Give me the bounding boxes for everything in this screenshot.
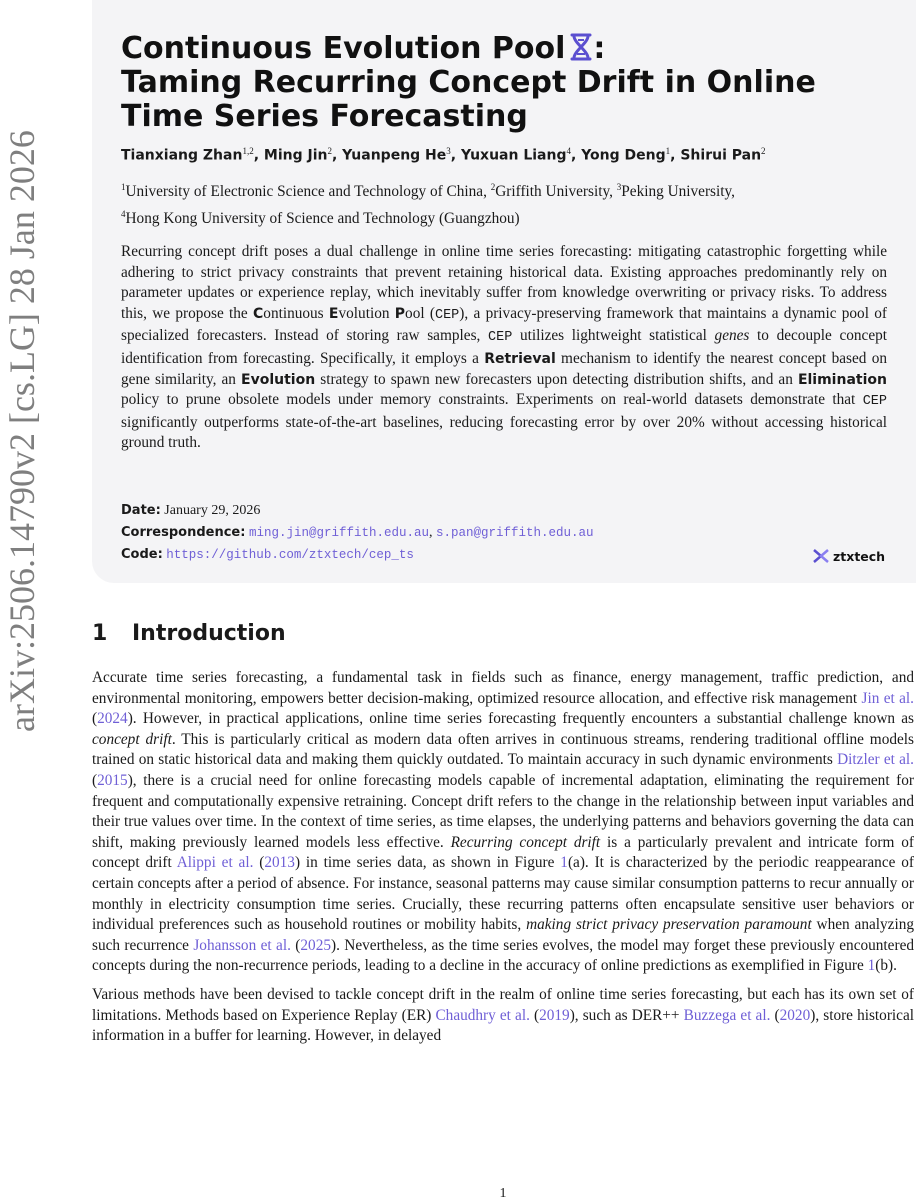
author-affil-sup: 2 — [327, 146, 332, 156]
affiliation: University of Electronic Science and Technology of China, — [125, 183, 491, 201]
author-affil-sup: 4 — [566, 146, 571, 156]
affiliation: Peking University, — [621, 183, 735, 201]
text: is a particularly prevalent and intricate form of concept drift — [92, 833, 914, 872]
title-line-3: Time Series Forecasting — [121, 99, 528, 134]
figure-ref-link[interactable]: 1 — [560, 854, 568, 872]
paragraph: Various methods have been devised to tackle concept drift in the realm of online time series forecasting, but each has its own set of limitations. Methods based on Experience Replay (ER) Chaudhry et al. (2019), such as DER++ Buzzega et al. (2020), store historical information in a buffer for learning. However, in delayed — [92, 985, 914, 1045]
citation-year-link[interactable]: 2024 — [97, 710, 128, 728]
author: Tianxiang Zhan — [121, 147, 243, 164]
text: However, in practical applications, online time series forecasting frequently encounters a substantial challenge known as — [142, 710, 914, 728]
correspondence-label: Correspondence: — [121, 524, 246, 540]
text: (b). — [875, 957, 897, 975]
page-number: 1 — [499, 1186, 507, 1201]
text: (a). It is characterized by the periodic reappearance of certain concepts after a period of absence. For instance, seasonal patterns may cause similar consumption patterns to recur annually or monthly in electricity consumption time series. Crucially, these recurring patterns often encapsulate sensitive user behaviors or individual preferences such as household routines or mobility habits, — [92, 854, 914, 934]
author-affil-sup: 2 — [761, 146, 766, 156]
citation-link[interactable]: Johansson et al. — [193, 936, 291, 954]
abstract-text: policy to prune obsolete models under memory constraints. Experiments on real-world datasets demonstrate that — [121, 391, 863, 409]
affil-sup: 4 — [121, 209, 126, 220]
citation-link[interactable]: Buzzega et al. — [683, 1006, 771, 1024]
acronym-letter: C — [253, 305, 264, 322]
keyword: Evolution — [241, 371, 316, 388]
text: ), store historical information in a buffer for learning. However, in delayed — [92, 1006, 914, 1045]
abstract-text: utilizes lightweight statistical — [512, 327, 715, 345]
code-link[interactable]: https://github.com/ztxtech/cep_ts — [166, 548, 414, 562]
email-separator: , — [428, 524, 436, 540]
affil-sup: 3 — [616, 182, 622, 192]
code-row — [121, 544, 901, 567]
author-list: Tianxiang Zhan$^{1,2}$, Ming Jin$^2$, Yuanpeng He$^3$, Yuxuan Liang$^4$, Yong Deng$^1$, Shirui Pan$^2$ — [121, 146, 766, 164]
author: Yuanpeng He — [342, 147, 447, 164]
date-row — [121, 500, 901, 522]
text: Various methods have been devised to tackle concept drift in the realm of online time series forecasting, but each has its own set of limitations. Methods based on Experience Replay (ER) — [92, 985, 914, 1024]
author: Yong Deng — [581, 147, 666, 164]
ztxtech-logo-icon — [812, 548, 830, 564]
author: Yuxuan Liang — [460, 147, 567, 164]
abstract-text: to decouple concept identification from forecasting. Specifically, it employs a — [121, 327, 888, 367]
section-title: Introduction — [132, 621, 286, 646]
citation-link[interactable]: Jin et al. — [861, 689, 914, 707]
ztxtech-logo — [812, 546, 892, 566]
paper-meta — [121, 500, 901, 567]
text: ), there is a crucial need for online forecasting models capable of incremental adaptation, eliminating the requirement for frequent and computationally expensive retraining. Concept drift refers to the change in the relationship between input variables and their true values over time. In the context of time series, as time elapses, the underlying patterns and behaviors governing the data can shift, making previously learned models less effective. — [92, 771, 914, 851]
citation-link[interactable]: Chaudhry et al. — [435, 1006, 530, 1024]
affil-sup: 2 — [490, 182, 496, 192]
text: ), such as DER++ — [569, 1006, 684, 1024]
date-value: January 29, 2026 — [164, 503, 261, 518]
method-name: CEP — [862, 394, 887, 410]
dna-icon — [569, 33, 593, 61]
author-affil-sup: 3 — [446, 146, 451, 156]
abstract-text: ool — [405, 304, 425, 322]
section-heading — [92, 621, 492, 646]
abstract-text: ( — [429, 304, 435, 322]
method-name: CEP — [434, 307, 460, 323]
affiliations — [121, 176, 911, 230]
author-affil-sup: 1 — [665, 146, 671, 156]
abstract-text: mechanism to identify the nearest concept based on gene similarity, an — [121, 349, 887, 388]
citation-year-link[interactable]: 2020 — [779, 1006, 811, 1024]
citation-year-link[interactable]: 2015 — [97, 771, 128, 789]
code-label: Code: — [121, 547, 163, 562]
abstract-text: Recurring concept drift poses a dual challenge in online time series forecasting: mitigating catastrophic forgetting while adhering to strict privacy constraints that prevent retaining historical data. Existing approaches predominantly rely on parameter updates or experience replay, which inevitably suffer from knowledge overwriting or privacy risks. To address this, we propose the — [121, 243, 887, 322]
paper-title — [121, 32, 901, 134]
emphasis: genes — [714, 327, 750, 345]
citation-link[interactable]: Alippi et al. — [176, 854, 254, 872]
text: ) in time series data, as shown in Figure — [294, 854, 561, 872]
acronym-letter: E — [328, 305, 339, 322]
emphasis: concept drift — [92, 730, 172, 748]
emphasis: making strict privacy preservation paramount — [526, 916, 812, 934]
author-affil-sup: 1,2 — [242, 146, 254, 156]
keyword: Elimination — [797, 371, 887, 388]
title-line-2: Taming Recurring Concept Drift in Online — [121, 65, 816, 100]
author: Ming Jin — [263, 147, 328, 164]
text: when analyzing such recurrence — [92, 916, 914, 954]
affiliation: Hong Kong University of Science and Technology (Guangzhou) — [125, 210, 520, 228]
abstract-text: significantly outperforms state-of-the-art baselines, reducing forecasting error by over 20% without accessing historical ground truth. — [121, 413, 887, 452]
author: Shirui Pan — [680, 147, 762, 164]
keyword: Retrieval — [484, 350, 556, 367]
acronym-letter: P — [394, 305, 406, 322]
body-text — [92, 668, 914, 1055]
affiliation: Griffith University, — [495, 183, 617, 201]
citation-year-link[interactable]: 2013 — [264, 854, 295, 872]
citation-link[interactable]: Ditzler et al. — [837, 751, 914, 769]
text: Accurate time series forecasting, a fundamental task in fields such as finance, energy management, traffic prediction, and environmental monitoring, empowers better decision-making, optimized resource allocation, and effective risk management — [92, 669, 914, 707]
method-name: CEP — [488, 330, 513, 346]
text: ). Nevertheless, as the time series evolves, the model may forget these previously encountered concepts during the non-recurrence periods, leading to a decline in the accuracy of online predictions as exemplified in Figure — [92, 936, 915, 975]
abstract-text: ), a privacy-preserving framework that maintains a dynamic pool of specialized forecasters. Instead of storing raw samples, — [121, 304, 887, 345]
abstract — [121, 242, 887, 454]
title-line-1-suffix: : — [593, 31, 606, 66]
figure-ref-link[interactable]: 1 — [867, 957, 876, 975]
paragraph: Accurate time series forecasting, a fundamental task in fields such as finance, energy management, traffic prediction, and environmental monitoring, empowers better decision-making, optimized resource allocation, and effective risk management Jin et al. (2024). However, in practical applications, online time series forecasting frequently encounters a substantial challenge known as concept drift. This is particularly critical as modern data often arrives in continuous streams, rendering traditional offline models trained on static historical data and making them quickly outdated. To maintain accuracy in such dynamic environments Ditzler et al. (2015), there is a crucial need for online forecasting models capable of incremental adaptation, eliminating the requirement for frequent and computationally expensive retraining. Concept drift refers to the change in the relationship between input variables and their true values over time. In the context of time series, as time elapses, the underlying patterns and behaviors governing the data can shift, making previously learned models less effective. Recurring concept drift is a particularly prevalent and intricate form of concept drift Alippi et al. (2013) in time series data, as shown in Figure 1(a). It is characterized by the periodic reappearance of certain concepts after a period of absence. For instance, seasonal patterns may cause similar consumption patterns to recur annually or monthly in electricity consumption time series. Crucially, these recurring patterns often encapsulate sensitive user behaviors or individual preferences such as household routines or mobility habits, making strict privacy preservation paramount when analyzing such recurrence Johansson et al. (2025). Nevertheless, as the time series evolves, the model may forget these previously encountered concepts during the non-recurrence periods, leading to a decline in the accuracy of online predictions as exemplified in Figure 1(b). — [92, 669, 915, 975]
abstract-text: ontinuous — [263, 304, 329, 322]
citation-year-link[interactable]: 2025 — [300, 936, 331, 954]
correspondence-row — [121, 522, 901, 545]
date-label: Date: — [121, 503, 161, 518]
emphasis: Recurring concept drift — [450, 833, 601, 851]
title-line-1: Continuous Evolution Pool — [121, 31, 566, 66]
section-number: 1 — [92, 621, 108, 646]
email-link[interactable]: ming.jin@griffith.edu.au — [248, 525, 429, 540]
affil-sup: 1 — [121, 182, 126, 192]
citation-year-link[interactable]: 2019 — [539, 1006, 570, 1024]
arxiv-sidebar-stamp: arXiv:2506.14790v2 [cs.LG] 28 Jan 2026 — [2, 130, 42, 732]
abstract-text: volution — [338, 304, 395, 322]
text: . This is particularly critical as modern data often arrives in continuous streams, rendering traditional offline models trained on static historical data and making them quickly outdated. To maintain accuracy in such dynamic environments — [92, 730, 914, 769]
abstract-text: strategy to spawn new forecasters upon detecting distribution shifts, and an — [315, 370, 798, 388]
logo-text: ztxtech — [833, 548, 886, 564]
email-link[interactable]: s.pan@griffith.edu.au — [435, 525, 594, 540]
